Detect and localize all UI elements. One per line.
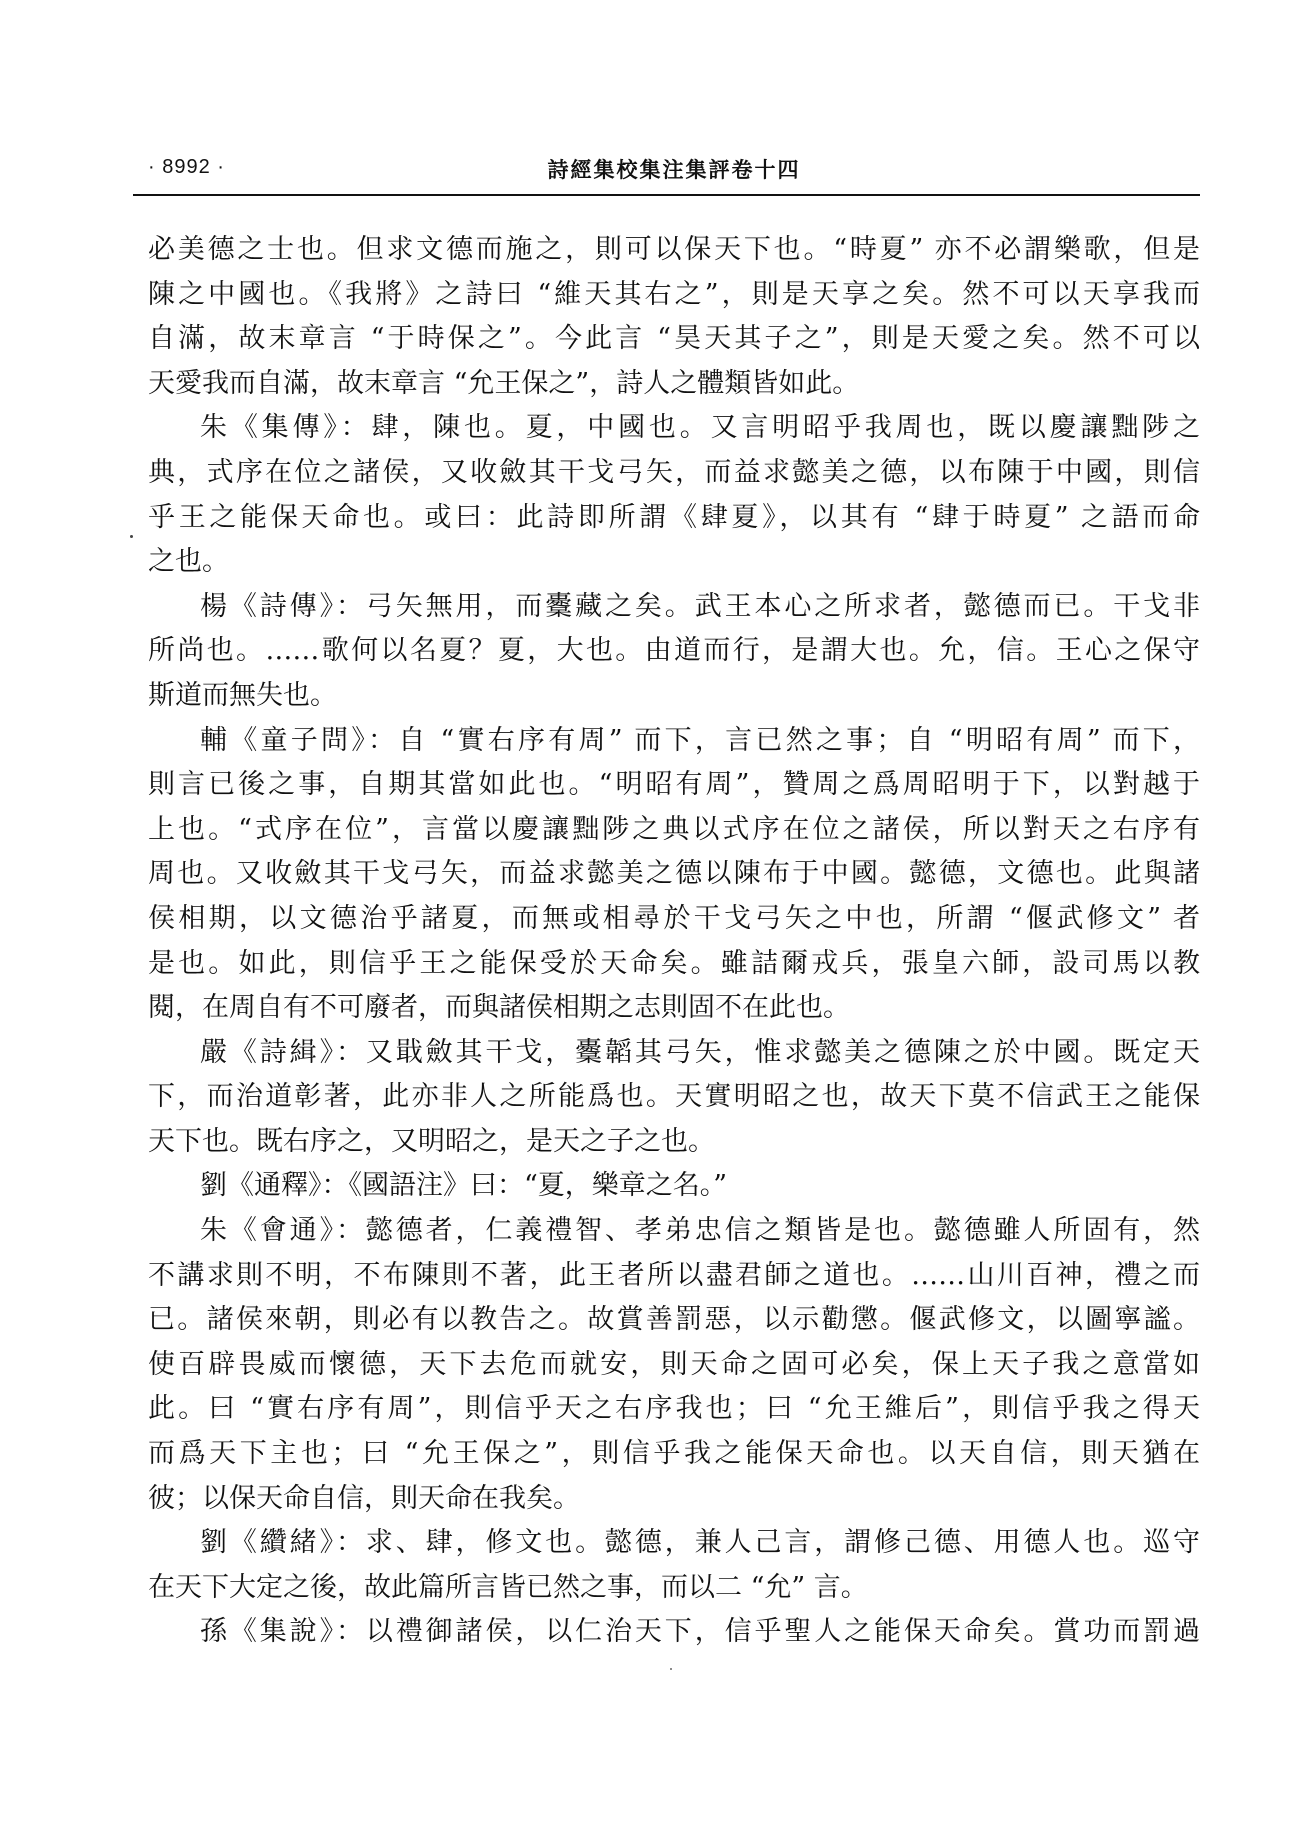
text-line: 楊《詩傳》：弓矢無用，而櫜藏之矣。武王本心之所求者，懿德而已。干戈非 xyxy=(200,590,1200,622)
paragraph xyxy=(148,228,1200,406)
paragraph xyxy=(148,1031,1200,1165)
text-line: 典，式序在位之諸侯，又收斂其干戈弓矢，而益求懿美之德，以布陳于中國，則信 xyxy=(148,456,1200,488)
paragraph xyxy=(148,1610,1200,1655)
text-line: 使百辟畏威而懷德，天下去危而就安，則天命之固可必矣，保上天子我之意當如 xyxy=(148,1348,1200,1380)
text-line: 之也。 xyxy=(148,546,229,578)
text-line: 乎王之能保天命也。或曰：此詩即所謂《肆夏》，以其有 “肆于時夏” 之語而命 xyxy=(148,501,1200,533)
text-line: 斯道而無失也。 xyxy=(148,679,337,711)
text-line: 彼；以保天命自信，則天命在我矣。 xyxy=(148,1482,580,1514)
text-line: 劉《纘緒》：求、肆，修文也。懿德，兼人己言，謂修己德、用德人也。巡守 xyxy=(200,1527,1200,1559)
header-rule xyxy=(133,194,1200,196)
paragraph xyxy=(148,1521,1200,1610)
text-line: 所尚也。……歌何以名夏？夏，大也。由道而行，是謂大也。允，信。王心之保守 xyxy=(148,635,1200,667)
text-line: 輔《童子問》：自 “實右序有周” 而下，言已然之事；自 “明昭有周” 而下， xyxy=(200,724,1200,756)
text-line: 周也。又收斂其干戈弓矢，而益求懿美之德以陳布于中國。懿德，文德也。此與諸 xyxy=(148,858,1200,890)
paragraph xyxy=(148,1164,1200,1209)
text-line: 朱《集傳》：肆，陳也。夏，中國也。又言明昭乎我周也，既以慶讓黜陟之 xyxy=(200,412,1200,444)
scan-speck xyxy=(130,535,133,538)
text-line: 下，而治道彰著，此亦非人之所能爲也。天實明昭之也，故天下莫不信武王之能保 xyxy=(148,1081,1200,1113)
text-line: 已。諸侯來朝，則必有以教告之。故賞善罰惡，以示勸懲。偃武修文，以圖寧謐。 xyxy=(148,1304,1200,1336)
paragraph xyxy=(148,1209,1200,1521)
text-line: 天下也。既右序之，又明昭之，是天之子之也。 xyxy=(148,1125,715,1157)
text-line: 不講求則不明，不布陳則不著，此王者所以盡君師之道也。……山川百神，禮之而 xyxy=(148,1259,1200,1291)
text-line: 必美德之士也。但求文德而施之，則可以保天下也。“時夏” 亦不必謂樂歌，但是 xyxy=(148,234,1200,265)
paragraph xyxy=(148,585,1200,719)
text-line: 而爲天下主也；曰 “允王保之”，則信乎我之能保天命也。以天自信，則天猶在 xyxy=(148,1438,1200,1470)
paragraph xyxy=(148,719,1200,1031)
text-line: 天愛我而自滿，故末章言 “允王保之”，詩人之體類皆如此。 xyxy=(148,367,860,399)
page-number: · 8992 · xyxy=(148,156,225,178)
text-line: 劉《通釋》：《國語注》曰：“夏，樂章之名。” xyxy=(200,1170,728,1202)
running-title: 詩經集校集注集評卷十四 xyxy=(547,157,801,182)
text-line: 侯相期，以文德治乎諸夏，而無或相尋於干戈弓矢之中也，所謂 “偃武修文” 者 xyxy=(148,902,1200,934)
text-line: 陳之中國也。《我將》之詩曰 “維天其右之”，則是天享之矣。然不可以天享我而 xyxy=(148,278,1200,310)
text-line: 則言已後之事，自期其當如此也。“明昭有周”，贊周之爲周昭明于下，以對越于 xyxy=(148,769,1200,801)
text-line: 此。曰 “實右序有周”，則信乎天之右序我也；曰 “允王維后”，則信乎我之得天 xyxy=(148,1393,1200,1425)
page-header xyxy=(148,152,1200,192)
text-line: 在天下大定之後，故此篇所言皆已然之事，而以二 “允” 言。 xyxy=(148,1571,868,1603)
text-line: 孫《集說》：以禮御諸侯，以仁治天下，信乎聖人之能保天命矣。賞功而罰過 xyxy=(200,1616,1200,1648)
text-line: 上也。“式序在位”，言當以慶讓黜陟之典以式序在位之諸侯，所以對天之右序有 xyxy=(148,813,1200,845)
text-line: 自滿，故末章言 “于時保之”。今此言 “昊天其子之”，則是天愛之矣。然不可以 xyxy=(148,323,1200,355)
text-line: 朱《會通》：懿德者，仁義禮智、孝弟忠信之類皆是也。懿德雖人所固有，然 xyxy=(200,1215,1200,1247)
text-line: 閱，在周自有不可廢者，而與諸侯相期之志則固不在此也。 xyxy=(148,992,850,1024)
scan-speck xyxy=(670,1668,672,1670)
paragraph xyxy=(148,406,1200,584)
text-line: 嚴《詩緝》：又戢斂其干戈，櫜韜其弓矢，惟求懿美之德陳之於中國。既定天 xyxy=(200,1036,1200,1068)
text-line: 是也。如此，則信乎王之能保受於天命矣。雖詰爾戎兵，張皇六師，設司馬以教 xyxy=(148,947,1200,979)
body-text xyxy=(148,228,1200,1655)
